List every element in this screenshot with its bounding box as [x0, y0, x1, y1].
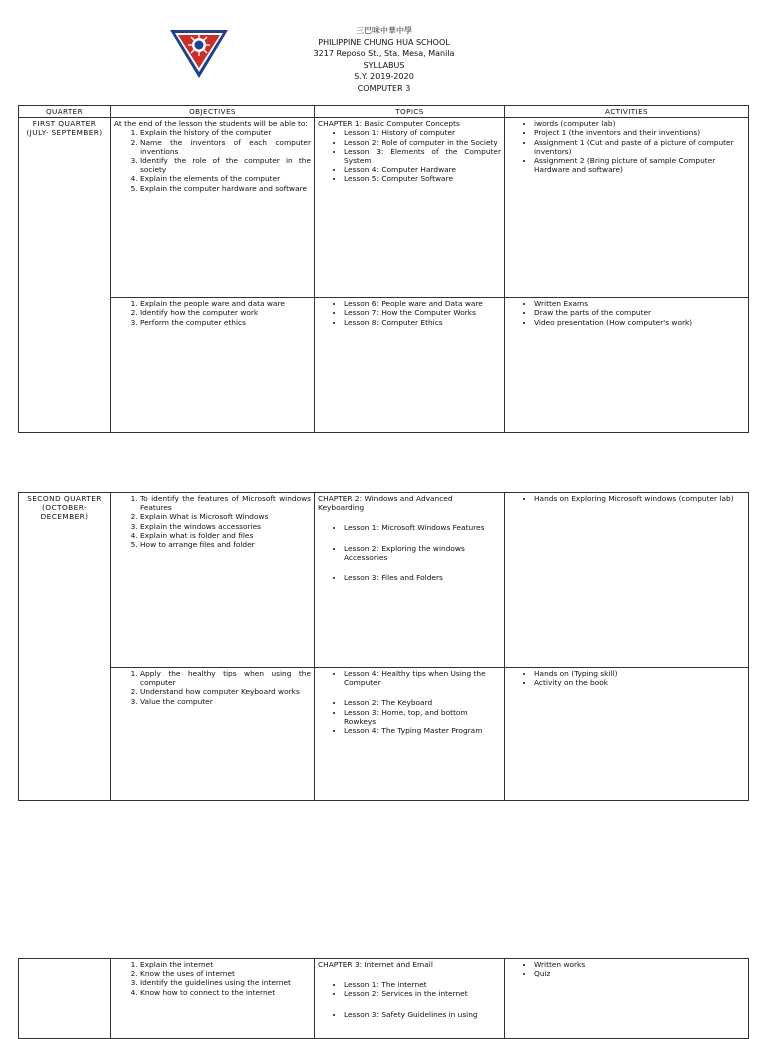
objectives-list — [114, 960, 311, 997]
topics-cell — [315, 298, 505, 433]
list-item: 5. How to arrange files and folder — [140, 540, 311, 549]
list-item: 1. Explain the history of the computer — [140, 128, 311, 137]
document-header — [0, 25, 768, 94]
quarter-cell — [19, 118, 111, 433]
list-item: 2. Identify how the computer work — [140, 308, 311, 317]
activities-list — [508, 299, 745, 327]
list-item: 3. Identify the role of the computer in the society — [140, 156, 311, 174]
list-item: • Lesson 7: How the Computer Works — [344, 308, 501, 317]
syllabus-table-third-quarter — [18, 958, 749, 1039]
quarter-name: FIRST QUARTER — [32, 119, 97, 129]
quarter-cell — [19, 959, 111, 1039]
list-item: • Assignment 1 (Cut and paste of a picture of computer inventors) — [534, 138, 745, 156]
list-item: • Lesson 1: The internet — [344, 980, 501, 989]
column-header-topics: TOPICS — [315, 106, 505, 118]
list-item: • Lesson 3: Elements of the Computer System — [344, 147, 501, 165]
list-item: 1. Apply the healthy tips when using the computer — [140, 669, 311, 687]
list-item: 4. Explain what is folder and files — [140, 531, 311, 540]
activities-list — [508, 960, 745, 978]
list-item: • Lesson 4: The Typing Master Program — [344, 726, 501, 735]
quarter-cell — [19, 493, 111, 801]
list-item: • Video presentation (How computer's work) — [534, 318, 745, 327]
objectives-cell — [111, 959, 315, 1039]
activities-cell — [505, 298, 749, 433]
objectives-cell — [111, 298, 315, 433]
topics-list — [318, 980, 501, 1019]
list-item: • Lesson 2: The Keyboard — [344, 698, 501, 707]
activities-cell — [505, 118, 749, 298]
list-item: 1. Explain the internet — [140, 960, 311, 969]
activities-list — [508, 669, 745, 687]
list-item: • Lesson 6: People ware and Data ware — [344, 299, 501, 308]
list-item: 2. Explain What is Microsoft Windows — [140, 512, 311, 521]
list-item: • Lesson 4: Computer Hardware — [344, 165, 501, 174]
list-item: • Hands on (Typing skill) — [534, 669, 745, 678]
list-item: • Project 1 (the inventors and their inventions) — [534, 128, 745, 137]
list-item: • Quiz — [534, 969, 745, 978]
activities-cell — [505, 668, 749, 801]
list-item: • Lesson 3: Files and Folders — [344, 573, 501, 582]
list-item: • Lesson 5: Computer Software — [344, 174, 501, 183]
quarter-months: (JULY- SEPTEMBER) — [26, 128, 103, 138]
column-header-activities: ACTIVITIES — [505, 106, 749, 118]
list-item: • Lesson 3: Safety Guidelines in using — [344, 1010, 501, 1019]
list-item: 2. Name the inventors of each computer inventions — [140, 138, 311, 156]
list-item: 3. Identify the guidelines using the internet — [140, 978, 311, 987]
quarter-months: (OCTOBER- — [41, 503, 88, 513]
list-item: • Hands on Exploring Microsoft windows (computer lab) — [534, 494, 745, 503]
objectives-intro: At the end of the lesson the students will be able to: — [114, 119, 308, 129]
list-item: 2. Know the uses of internet — [140, 969, 311, 978]
chapter-title: CHAPTER 1: Basic Computer Concepts — [318, 119, 460, 129]
topics-cell — [315, 668, 505, 801]
objectives-list — [114, 669, 311, 706]
doc-type: SYLLABUS — [363, 60, 405, 70]
school-chinese-name: 三巴味中華中學 — [356, 26, 412, 35]
chapter-title: CHAPTER 2: Windows and Advanced Keyboarding — [318, 494, 453, 513]
list-item: 1. Explain the people ware and data ware — [140, 299, 311, 308]
topics-list — [318, 128, 501, 183]
list-item: • iwords (computer lab) — [534, 119, 745, 128]
syllabus-table-second-quarter — [18, 492, 749, 801]
objectives-cell — [111, 668, 315, 801]
topics-cell — [315, 118, 505, 298]
list-item: 1. To identify the features of Microsoft windows Features — [140, 494, 311, 512]
chapter-title: CHAPTER 3: Internet and Email — [318, 960, 433, 969]
school-name: PHILIPPINE CHUNG HUA SCHOOL — [318, 37, 450, 47]
list-item: • Lesson 2: Role of computer in the Society — [344, 138, 501, 147]
list-item: • Lesson 1: History of computer — [344, 128, 501, 137]
list-item: 4. Know how to connect to the internet — [140, 988, 311, 997]
list-item: • Written works — [534, 960, 745, 969]
topics-list — [318, 669, 501, 735]
list-item: 3. Explain the windows accessories — [140, 522, 311, 531]
list-item: • Draw the parts of the computer — [534, 308, 745, 317]
objectives-list — [114, 128, 311, 192]
topics-cell — [315, 959, 505, 1039]
activities-list — [508, 119, 745, 174]
topics-cell — [315, 493, 505, 668]
objectives-cell — [111, 493, 315, 668]
list-item: 2. Understand how computer Keyboard works — [140, 687, 311, 696]
list-item: • Assignment 2 (Bring picture of sample Computer Hardware and software) — [534, 156, 745, 174]
list-item: 4. Explain the elements of the computer — [140, 174, 311, 183]
list-item: • Lesson 1: Microsoft Windows Features — [344, 523, 501, 532]
objectives-list — [114, 299, 311, 327]
list-item: 3. Perform the computer ethics — [140, 318, 311, 327]
list-item: • Lesson 4: Healthy tips when Using the Computer — [344, 669, 501, 687]
quarter-months-end: DECEMBER) — [40, 512, 89, 522]
topics-list — [318, 523, 501, 582]
topics-list — [318, 299, 501, 327]
subject-title: COMPUTER 3 — [357, 83, 411, 93]
list-item: • Lesson 2: Services in the internet — [344, 989, 501, 998]
list-item: • Lesson 3: Home, top, and bottom Rowkeys — [344, 708, 501, 726]
list-item: • Lesson 2: Exploring the windows Accessories — [344, 544, 501, 562]
list-item: • Activity on the book — [534, 678, 745, 687]
objectives-cell — [111, 118, 315, 298]
activities-cell — [505, 493, 749, 668]
list-item: 5. Explain the computer hardware and software — [140, 184, 311, 193]
list-item: • Lesson 8: Computer Ethics — [344, 318, 501, 327]
activities-cell — [505, 959, 749, 1039]
list-item: 3. Value the computer — [140, 697, 311, 706]
quarter-name: SECOND QUARTER — [27, 494, 102, 503]
school-address: 3217 Reposo St., Sta. Mesa, Manila — [313, 49, 455, 58]
objectives-list — [114, 494, 311, 549]
syllabus-table-first-quarter — [18, 105, 749, 433]
column-header-quarter: QUARTER — [19, 106, 111, 118]
school-year: S.Y. 2019-2020 — [354, 72, 414, 81]
activities-list — [508, 494, 745, 503]
list-item: • Written Exams — [534, 299, 745, 308]
column-header-objectives: OBJECTIVES — [111, 106, 315, 118]
